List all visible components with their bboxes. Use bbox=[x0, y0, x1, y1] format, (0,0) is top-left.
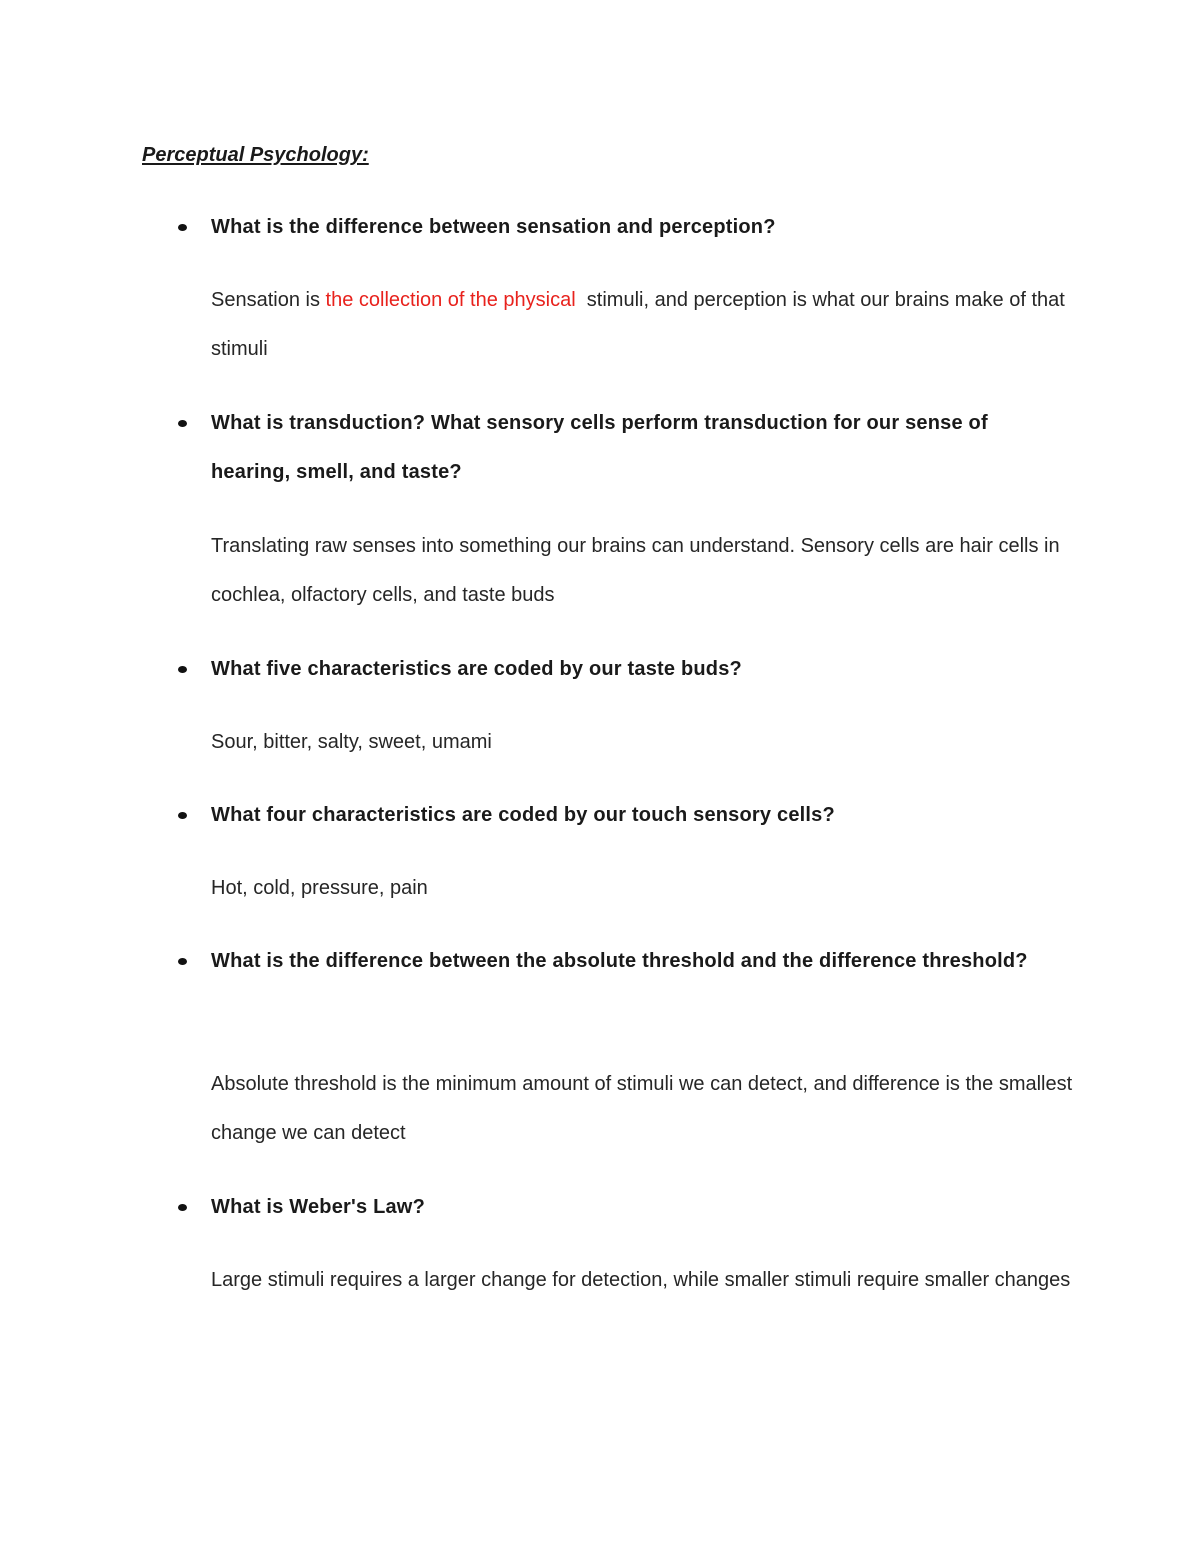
bullet-icon bbox=[178, 666, 187, 673]
bullet-icon bbox=[178, 1204, 187, 1211]
bullet-icon bbox=[178, 812, 187, 819]
answer-1-part-1: Sensation is bbox=[211, 289, 326, 311]
question-1: What is the difference between sensation and perception? bbox=[211, 216, 776, 238]
question-5: What is the difference between the absolute threshold and the difference threshold? bbox=[211, 950, 1028, 972]
answer-5: Absolute threshold is the minimum amount of stimuli we can detect, and difference is the smallest change we can detect bbox=[211, 1073, 1073, 1144]
bullet-icon bbox=[178, 958, 187, 965]
answer-1-part-3: stimuli, and perception is what our brains make of that stimuli bbox=[211, 289, 1071, 360]
bullet-icon bbox=[178, 420, 187, 427]
answer-6: Large stimuli requires a larger change for detection, while smaller stimuli require smaller changes bbox=[211, 1269, 1071, 1291]
answer-4: Hot, cold, pressure, pain bbox=[211, 877, 428, 899]
answer-1 bbox=[211, 276, 1081, 374]
document-title: Perceptual Psychology: bbox=[142, 144, 369, 166]
answer-2: Translating raw senses into something our brains can understand. Sensory cells are hair cells in cochlea, olfactory cells, and taste buds bbox=[211, 535, 1060, 606]
bullet-icon bbox=[178, 224, 187, 231]
question-2: What is transduction? What sensory cells perform transduction for our sense of hearing, smell, and taste? bbox=[211, 412, 988, 483]
answer-1-highlight: the collection of the physical bbox=[325, 289, 576, 311]
question-6: What is Weber's Law? bbox=[211, 1196, 425, 1218]
answer-3: Sour, bitter, salty, sweet, umami bbox=[211, 731, 492, 753]
question-3: What five characteristics are coded by our taste buds? bbox=[211, 658, 742, 680]
question-4: What four characteristics are coded by our touch sensory cells? bbox=[211, 804, 835, 826]
